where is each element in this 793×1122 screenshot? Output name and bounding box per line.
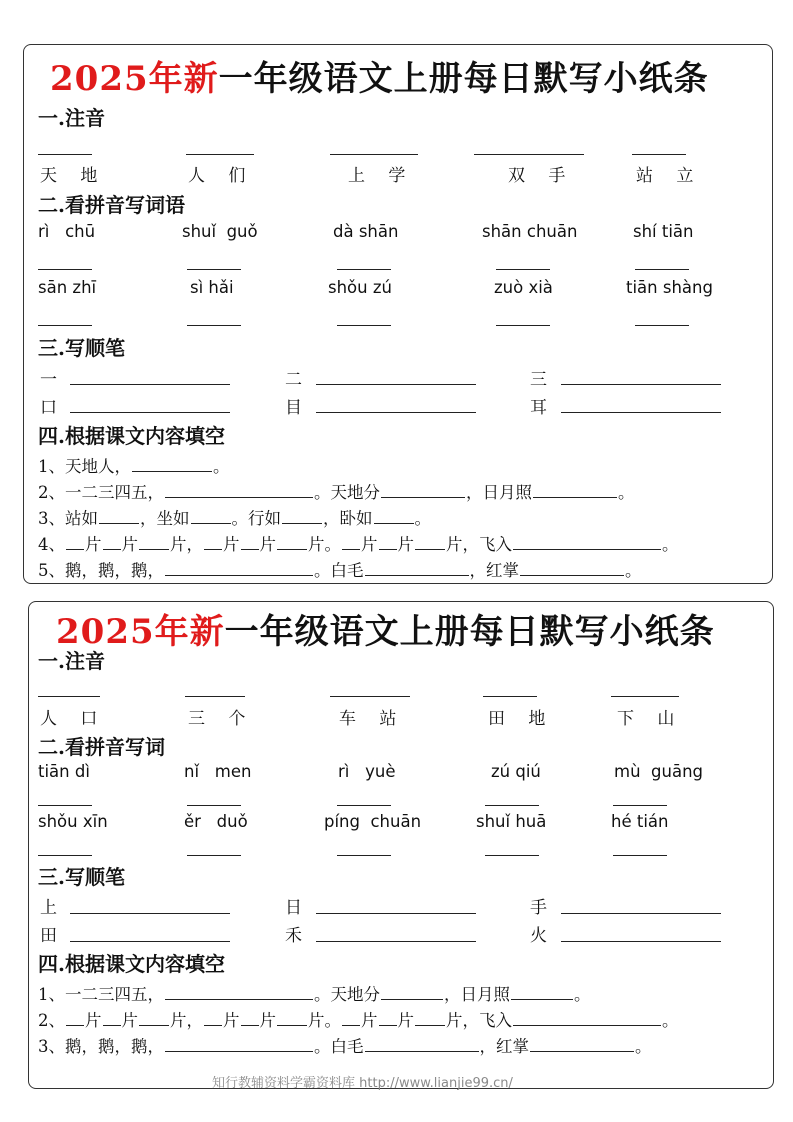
footer-watermark: 知行教辅资料学霸资料库 http://www.lianjie99.cn/ [212,1076,513,1091]
word-blank[interactable] [337,269,391,270]
pinyin-blank[interactable] [330,696,410,697]
pinyin-item: rì chū [38,222,96,241]
fill-blank[interactable] [511,983,573,1000]
fill-blank[interactable] [66,533,84,550]
fill-text: 1、天地人， [38,457,131,476]
section-1-heading: 一.注音 [38,649,105,673]
fill-text: ，日月照 [444,985,510,1004]
fill-text: 片 [85,1011,102,1030]
fill-text: 。 [635,1037,652,1056]
fill-text: 片。 [308,535,341,554]
fill-text: 片 [121,1011,138,1030]
word-blank[interactable] [496,269,550,270]
title-text: 一年级语文上册每日默写小纸条 [224,612,715,652]
fill-blank[interactable] [132,455,212,472]
stroke-char: 禾 [285,926,302,946]
stroke-char: 一 [40,370,57,390]
fill-text: 。 [213,457,230,476]
stroke-blank[interactable] [561,412,721,413]
word-item: 上 学 [348,166,415,186]
fill-blank[interactable] [165,559,313,576]
fill-blank[interactable] [520,559,624,576]
fill-blank[interactable] [379,1009,397,1026]
word-item: 下 山 [617,709,684,729]
stroke-blank[interactable] [70,412,230,413]
fill-blank[interactable] [165,1035,313,1052]
fill-text: 2、 [38,1011,65,1030]
word-blank[interactable] [635,269,689,270]
fill-text: 。 [662,1011,679,1030]
stroke-char: 三 [530,370,547,390]
pinyin-blank[interactable] [474,154,584,155]
word-item: 人 们 [188,166,255,186]
word-item: 三 个 [188,709,255,729]
fill-blank[interactable] [277,533,307,550]
stroke-blank[interactable] [70,941,230,942]
fill-text: 片，飞入 [446,535,512,554]
fill-text: 片 [223,535,240,554]
pinyin-item: tiān dì [38,762,90,781]
word-blank[interactable] [635,325,689,326]
fill-text: 5、鹅，鹅，鹅， [38,561,164,580]
fill-text: 4、 [38,535,65,554]
pinyin-item: dà shān [333,222,399,241]
fill-line [38,481,635,502]
pinyin-blank[interactable] [38,154,92,155]
fill-text: 。行如 [231,509,281,528]
fill-blank[interactable] [191,507,231,524]
fill-text: 片 [361,535,378,554]
fill-blank[interactable] [513,533,661,550]
fill-line [38,1009,679,1030]
word-blank[interactable] [38,269,92,270]
fill-line [38,1035,652,1056]
fill-blank[interactable] [66,1009,84,1026]
worksheet-title [50,51,709,100]
fill-text: ，卧如 [323,509,373,528]
fill-text: 。白毛 [314,561,364,580]
word-blank[interactable] [496,325,550,326]
fill-blank[interactable] [365,1035,479,1052]
section-2-heading: 二.看拼音写词 [38,735,165,759]
pinyin-item: sān zhī [38,278,97,297]
fill-text: ，红掌 [479,1037,529,1056]
fill-line [38,533,679,554]
word-item: 双 手 [508,166,575,186]
pinyin-blank[interactable] [38,696,100,697]
fill-blank[interactable] [530,1035,634,1052]
fill-blank[interactable] [379,533,397,550]
word-blank[interactable] [613,855,667,856]
word-blank[interactable] [337,855,391,856]
stroke-char: 日 [285,898,302,918]
title-text: 一年级语文上册每日默写小纸条 [218,59,709,99]
fill-text: 。 [618,483,635,502]
fill-text: 片 [85,535,102,554]
pinyin-item: shān chuān [482,222,578,241]
fill-blank[interactable] [99,507,139,524]
fill-blank[interactable] [277,1009,307,1026]
fill-text: 片 [259,535,276,554]
fill-text: ，红掌 [469,561,519,580]
word-blank[interactable] [337,325,391,326]
fill-blank[interactable] [204,533,222,550]
fill-text: 。 [414,509,431,528]
pinyin-item: sì hǎi [190,278,234,297]
fill-blank[interactable] [415,533,445,550]
fill-text: ，坐如 [140,509,190,528]
word-blank[interactable] [337,805,391,806]
fill-text: 。 [662,535,679,554]
pinyin-item: shǒu xīn [38,812,108,831]
word-blank[interactable] [187,855,241,856]
fill-text: 片 [361,1011,378,1030]
pinyin-item: zuò xià [494,278,553,297]
fill-text: 片 [397,535,414,554]
fill-text: 。天地分 [314,985,380,1004]
fill-text: 1、一二三四五， [38,985,164,1004]
fill-text: 片 [259,1011,276,1030]
pinyin-item: shǒu zú [328,278,392,297]
fill-text: ，日月照 [466,483,532,502]
stroke-blank[interactable] [561,913,721,914]
fill-blank[interactable] [533,481,617,498]
fill-text: 片 [397,1011,414,1030]
word-blank[interactable] [485,855,539,856]
word-blank[interactable] [38,325,92,326]
fill-blank[interactable] [381,983,443,1000]
section-3-heading: 三.写顺笔 [38,336,125,360]
fill-text: 片，飞入 [446,1011,512,1030]
fill-blank[interactable] [241,1009,259,1026]
fill-text: 。白毛 [314,1037,364,1056]
pinyin-item: shí tiān [633,222,694,241]
fill-text: 片。 [308,1011,341,1030]
worksheet-title [56,604,715,653]
fill-blank[interactable] [342,1009,360,1026]
stroke-char: 口 [40,398,57,418]
pinyin-item: rì yuè [338,762,396,781]
fill-text: 。 [574,985,591,1004]
pinyin-item: hé tián [611,812,669,831]
word-item: 人 口 [40,709,107,729]
fill-blank[interactable] [103,1009,121,1026]
stroke-blank[interactable] [70,384,230,385]
fill-text: 片， [170,535,203,554]
fill-text: 3、鹅，鹅，鹅， [38,1037,164,1056]
fill-text: 片 [223,1011,240,1030]
fill-line [38,983,591,1004]
fill-blank[interactable] [374,507,414,524]
worksheet-card-1 [23,44,773,584]
word-item: 田 地 [488,709,555,729]
stroke-blank[interactable] [316,384,476,385]
section-2-heading: 二.看拼音写词语 [38,193,185,217]
fill-text: 。天地分 [314,483,380,502]
fill-blank[interactable] [282,507,322,524]
pinyin-item: zú qiú [491,762,541,781]
stroke-blank[interactable] [561,941,721,942]
word-blank[interactable] [187,269,241,270]
fill-blank[interactable] [241,533,259,550]
section-3-heading: 三.写顺笔 [38,865,125,889]
fill-line [38,507,431,528]
fill-text: 片 [121,535,138,554]
pinyin-item: shuǐ guǒ [182,222,258,241]
pinyin-item: mù guāng [614,762,703,781]
stroke-char: 目 [285,398,302,418]
fill-blank[interactable] [165,983,313,1000]
pinyin-blank[interactable] [632,154,686,155]
stroke-char: 耳 [530,398,547,418]
fill-blank[interactable] [381,481,465,498]
section-4-heading: 四.根据课文内容填空 [38,424,225,448]
word-blank[interactable] [38,855,92,856]
pinyin-blank[interactable] [483,696,537,697]
fill-blank[interactable] [139,1009,169,1026]
fill-blank[interactable] [342,533,360,550]
fill-text: 片， [170,1011,203,1030]
stroke-char: 火 [530,926,547,946]
fill-text: 。 [625,561,642,580]
fill-blank[interactable] [415,1009,445,1026]
pinyin-item: píng chuān [324,812,422,831]
fill-blank[interactable] [165,481,313,498]
fill-text: 2、一二三四五， [38,483,164,502]
word-blank[interactable] [187,805,241,806]
fill-line [38,455,230,476]
pinyin-item: tiān shàng [626,278,713,297]
stroke-blank[interactable] [70,913,230,914]
fill-blank[interactable] [365,559,469,576]
word-blank[interactable] [38,805,92,806]
word-item: 站 立 [636,166,703,186]
stroke-blank[interactable] [316,412,476,413]
fill-text: 3、站如 [38,509,98,528]
pinyin-item: nǐ men [184,762,252,781]
fill-blank[interactable] [139,533,169,550]
section-1-heading: 一.注音 [38,106,105,130]
section-4-heading: 四.根据课文内容填空 [38,952,225,976]
title-year: 2025年新 [56,612,225,652]
stroke-blank[interactable] [316,913,476,914]
stroke-char: 上 [40,898,57,918]
title-year: 2025年新 [50,59,219,99]
fill-line [38,559,642,580]
stroke-blank[interactable] [561,384,721,385]
fill-blank[interactable] [513,1009,661,1026]
pinyin-item: ěr duǒ [184,812,248,831]
stroke-char: 手 [530,898,547,918]
pinyin-blank[interactable] [186,154,254,155]
stroke-char: 田 [40,926,57,946]
word-item: 天 地 [40,166,107,186]
pinyin-blank[interactable] [611,696,679,697]
stroke-blank[interactable] [316,941,476,942]
fill-blank[interactable] [103,533,121,550]
fill-blank[interactable] [204,1009,222,1026]
word-blank[interactable] [613,805,667,806]
word-blank[interactable] [187,325,241,326]
word-blank[interactable] [485,805,539,806]
word-item: 车 站 [339,709,406,729]
pinyin-item: shuǐ huā [476,812,547,831]
pinyin-blank[interactable] [185,696,245,697]
pinyin-blank[interactable] [330,154,418,155]
stroke-char: 二 [285,370,302,390]
